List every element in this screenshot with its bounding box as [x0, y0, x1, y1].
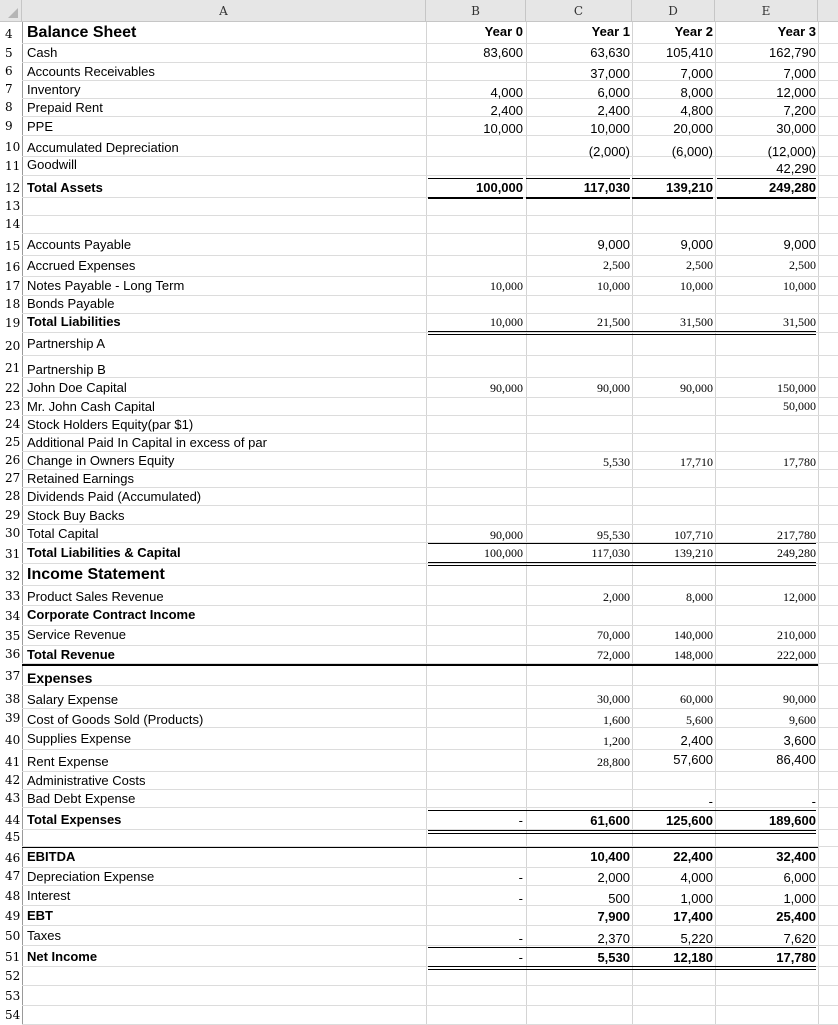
cell-value[interactable]: 90,000 — [597, 381, 630, 395]
cell-value[interactable]: 7,900 — [597, 909, 630, 924]
cell-value[interactable]: 90,000 — [680, 381, 713, 395]
row-label[interactable]: Inventory — [27, 82, 81, 97]
row-number[interactable]: 32 — [5, 569, 21, 583]
row-label[interactable]: Service Revenue — [27, 627, 126, 642]
double-underline — [428, 331, 816, 332]
gridline-h — [22, 295, 838, 296]
row-label[interactable]: Bad Debt Expense — [27, 791, 136, 806]
cell-value[interactable]: 61,600 — [590, 813, 630, 828]
cell-value[interactable]: 2,500 — [789, 258, 816, 272]
row-label[interactable]: Total Capital — [27, 526, 99, 541]
row-number[interactable]: 39 — [5, 711, 21, 725]
cell-value[interactable]: 6,000 — [783, 870, 816, 885]
row-label[interactable]: Rent Expense — [27, 754, 109, 769]
cell-value[interactable]: 9,000 — [783, 237, 816, 252]
row-number[interactable]: 22 — [5, 381, 21, 395]
expenses-title[interactable]: Expenses — [27, 670, 93, 686]
cell-value[interactable]: 20,000 — [673, 121, 713, 136]
row-number[interactable]: 33 — [5, 589, 21, 603]
row-number[interactable]: 34 — [5, 609, 21, 623]
row-number[interactable]: 44 — [5, 813, 21, 827]
cell-value[interactable]: (12,000) — [767, 144, 816, 159]
row-number[interactable]: 9 — [5, 119, 13, 133]
row-number[interactable]: 28 — [5, 489, 21, 503]
cell-value[interactable]: 4,800 — [680, 103, 713, 118]
ebitda-label[interactable]: EBITDA — [27, 849, 76, 864]
row-number[interactable]: 24 — [5, 417, 21, 431]
gridline-h — [22, 585, 838, 586]
double-underline — [632, 197, 713, 199]
cell-value[interactable]: - — [518, 870, 523, 885]
cell-value[interactable]: 2,400 — [490, 103, 523, 118]
gridline-h — [22, 487, 838, 488]
cell-value[interactable]: 12,180 — [673, 950, 713, 965]
cell-value[interactable]: 100,000 — [476, 180, 523, 195]
row-label[interactable]: Dividends Paid (Accumulated) — [27, 489, 202, 504]
gridline-h — [22, 645, 838, 646]
cell-value[interactable]: (6,000) — [671, 144, 713, 159]
underline — [428, 543, 816, 544]
row-number[interactable]: 47 — [5, 869, 21, 883]
gridline-h — [22, 1005, 838, 1006]
cell-value[interactable]: 42,290 — [776, 161, 816, 176]
underline — [428, 810, 816, 811]
cell-value[interactable]: 8,000 — [680, 85, 713, 100]
row-number[interactable]: 19 — [5, 316, 21, 330]
gridline-h — [22, 355, 838, 356]
row-number[interactable]: 38 — [5, 692, 21, 706]
total-liabilities-capital-label[interactable]: Total Liabilities & Capital — [27, 545, 181, 560]
cell-value[interactable]: 30,000 — [597, 692, 630, 706]
cell-value[interactable]: 10,000 — [597, 279, 630, 293]
row-number[interactable]: 29 — [5, 508, 21, 522]
row-label[interactable]: Retained Earnings — [27, 471, 134, 486]
row-label[interactable]: Accounts Receivables — [27, 64, 155, 79]
cell-value[interactable]: 162,790 — [769, 45, 816, 60]
row-number[interactable]: 43 — [5, 791, 21, 805]
gridline-h — [22, 433, 838, 434]
column-header-b[interactable]: B — [426, 0, 526, 22]
row-label[interactable]: Accrued Expenses — [27, 258, 136, 273]
row-label[interactable]: Notes Payable - Long Term — [27, 278, 185, 293]
gridline-h — [22, 925, 838, 926]
gridline-h — [22, 749, 838, 750]
column-header-d[interactable]: D — [632, 0, 715, 22]
column-header-e[interactable]: E — [715, 0, 818, 22]
cell-value[interactable]: 72,000 — [597, 648, 630, 662]
year-3-header[interactable]: Year 3 — [777, 24, 816, 39]
gridline-h — [22, 807, 838, 808]
gridline-v — [426, 22, 427, 1024]
cell-value[interactable]: 222,000 — [777, 648, 816, 662]
row-label[interactable]: Administrative Costs — [27, 773, 146, 788]
row-number[interactable]: 4 — [5, 27, 13, 41]
cell-value[interactable]: 249,280 — [777, 546, 816, 560]
cell-value[interactable]: 500 — [608, 891, 630, 906]
cell-value[interactable]: 249,280 — [769, 180, 816, 195]
double-underline — [428, 969, 816, 970]
total-revenue-label[interactable]: Total Revenue — [27, 647, 115, 662]
row-number[interactable]: 48 — [5, 889, 21, 903]
row-number[interactable]: 15 — [5, 239, 21, 253]
cell-value[interactable]: 12,000 — [776, 85, 816, 100]
gridline-h — [22, 789, 838, 790]
gridline-h — [22, 727, 838, 728]
gridline-h — [22, 605, 838, 606]
cell-value[interactable]: 5,220 — [680, 931, 713, 946]
column-header-c[interactable]: C — [526, 0, 632, 22]
row-number[interactable]: 8 — [5, 100, 13, 114]
underline — [428, 947, 816, 948]
cell-value[interactable]: 2,500 — [603, 258, 630, 272]
cell-value[interactable]: 2,400 — [597, 103, 630, 118]
double-underline — [428, 830, 816, 831]
row-label[interactable]: PPE — [27, 119, 54, 134]
cell-value[interactable]: 7,620 — [783, 931, 816, 946]
row-number[interactable]: 54 — [5, 1008, 21, 1022]
cell-value[interactable]: 148,000 — [674, 648, 713, 662]
cell-value[interactable]: 7,000 — [680, 66, 713, 81]
gridline-h — [22, 215, 838, 216]
column-header-a[interactable]: A — [22, 0, 426, 22]
cell-value[interactable]: 2,000 — [603, 590, 630, 604]
income-statement-title[interactable]: Income Statement — [27, 566, 165, 583]
cell-value[interactable]: 189,600 — [769, 813, 816, 828]
cell-value[interactable]: 17,710 — [680, 455, 713, 469]
row-number[interactable]: 31 — [5, 547, 21, 561]
cell-value[interactable]: 90,000 — [490, 528, 523, 542]
cell-value[interactable]: 2,000 — [597, 870, 630, 885]
cell-value[interactable]: 125,600 — [666, 813, 713, 828]
cell-value[interactable]: 83,600 — [483, 45, 523, 60]
gridline-v — [715, 22, 716, 1024]
cell-value[interactable]: 22,400 — [673, 849, 713, 864]
row-number[interactable]: 51 — [5, 950, 21, 964]
gridline-h — [22, 276, 838, 277]
cell-value[interactable]: - — [811, 794, 816, 809]
cell-value[interactable]: 9,000 — [680, 237, 713, 252]
row-number[interactable]: 42 — [5, 773, 21, 787]
row-label[interactable]: Stock Buy Backs — [27, 508, 125, 523]
cell-value[interactable]: - — [708, 794, 713, 809]
gridline-h — [22, 563, 838, 564]
row-label[interactable]: Accounts Payable — [27, 237, 132, 252]
row-number[interactable]: 53 — [5, 989, 21, 1003]
cell-value[interactable]: (2,000) — [588, 144, 630, 159]
gridline-h — [22, 80, 838, 81]
row-number[interactable]: 46 — [5, 851, 21, 865]
double-underline — [526, 197, 630, 199]
cell-value[interactable]: 21,500 — [597, 315, 630, 329]
gridline-h — [22, 867, 838, 868]
cell-value[interactable]: - — [518, 950, 523, 965]
total-liabilities-label[interactable]: Total Liabilities — [27, 314, 121, 329]
total-expenses-label[interactable]: Total Expenses — [27, 812, 122, 827]
row-number[interactable]: 35 — [5, 629, 21, 643]
select-all-corner[interactable] — [0, 0, 22, 22]
cell-value[interactable]: 1,000 — [783, 891, 816, 906]
section-divider — [22, 664, 818, 666]
cell-value[interactable]: 105,410 — [666, 45, 713, 60]
cell-value[interactable]: - — [518, 813, 523, 828]
row-label[interactable]: Stock Holders Equity(par $1) — [27, 417, 194, 432]
row-number[interactable]: 23 — [5, 399, 21, 413]
row-number[interactable]: 30 — [5, 526, 21, 540]
cell-value[interactable]: 37,000 — [590, 66, 630, 81]
row-label[interactable]: Change in Owners Equity — [27, 453, 175, 468]
net-income-label[interactable]: Net Income — [27, 949, 98, 964]
cell-value[interactable]: 100,000 — [484, 546, 523, 560]
row-number[interactable]: 13 — [5, 199, 21, 213]
row-number[interactable]: 17 — [5, 279, 21, 293]
cell-value[interactable]: 7,200 — [783, 103, 816, 118]
row-label[interactable]: John Doe Capital — [27, 380, 127, 395]
cell-value[interactable]: 2,500 — [686, 258, 713, 272]
row-label[interactable]: Salary Expense — [27, 692, 119, 707]
cell-value[interactable]: 17,400 — [673, 909, 713, 924]
cell-value[interactable]: 210,000 — [777, 628, 816, 642]
row-number[interactable]: 27 — [5, 471, 21, 485]
cell-value[interactable]: 2,370 — [597, 931, 630, 946]
gridline-h — [22, 175, 838, 176]
cell-value[interactable]: 150,000 — [777, 381, 816, 395]
cell-value[interactable]: 217,780 — [777, 528, 816, 542]
gridline-h — [22, 885, 838, 886]
year-2-header[interactable]: Year 2 — [674, 24, 713, 39]
row-number[interactable]: 37 — [5, 669, 21, 683]
row-label[interactable]: Goodwill — [27, 157, 77, 172]
gridline-h — [22, 377, 838, 378]
row-number[interactable]: 14 — [5, 217, 21, 231]
cell-value[interactable]: 50,000 — [783, 399, 816, 413]
row-number[interactable]: 36 — [5, 647, 21, 661]
gridline-h — [22, 313, 838, 314]
cell-value[interactable]: 6,000 — [597, 85, 630, 100]
row-number[interactable]: 50 — [5, 929, 21, 943]
gridline-h — [22, 625, 838, 626]
row-number[interactable]: 7 — [5, 82, 13, 96]
row-number[interactable]: 52 — [5, 969, 21, 983]
row-number[interactable]: 40 — [5, 733, 21, 747]
gridline-h — [22, 505, 838, 506]
gridline-h — [22, 43, 838, 44]
gridline-h — [22, 708, 838, 709]
row-number[interactable]: 45 — [5, 830, 21, 844]
row-label[interactable]: Product Sales Revenue — [27, 589, 164, 604]
cell-value[interactable]: 10,000 — [590, 121, 630, 136]
row-label[interactable]: Accumulated Depreciation — [27, 140, 179, 155]
gridline-h — [22, 469, 838, 470]
cell-value[interactable]: 4,000 — [680, 870, 713, 885]
column-header-blank — [818, 0, 838, 22]
balance-sheet-title[interactable]: Balance Sheet — [27, 24, 137, 41]
row-label[interactable]: Cash — [27, 45, 58, 60]
cell-value[interactable]: 57,600 — [673, 752, 713, 767]
cell-value[interactable]: 4,000 — [490, 85, 523, 100]
cell-value[interactable]: 139,210 — [666, 180, 713, 195]
row-number[interactable]: 21 — [5, 361, 21, 375]
row-number[interactable]: 20 — [5, 339, 21, 353]
row-number[interactable]: 49 — [5, 909, 21, 923]
cell-value[interactable]: 1,600 — [603, 713, 630, 727]
row-label[interactable]: Partnership A — [27, 336, 106, 351]
cell-value[interactable]: 5,600 — [686, 713, 713, 727]
cell-value[interactable]: - — [518, 891, 523, 906]
double-underline — [428, 197, 523, 199]
cell-value[interactable]: 90,000 — [490, 381, 523, 395]
depreciation-label[interactable]: Depreciation Expense — [27, 869, 155, 884]
cell-value[interactable]: 5,530 — [603, 455, 630, 469]
cell-value[interactable]: 63,630 — [590, 45, 630, 60]
cell-value[interactable]: 95,530 — [597, 528, 630, 542]
row-number[interactable]: 25 — [5, 435, 21, 449]
gridline-h — [22, 685, 838, 686]
cell-value[interactable]: 9,600 — [789, 713, 816, 727]
year-0-header[interactable]: Year 0 — [484, 24, 523, 39]
row-number[interactable]: 6 — [5, 64, 13, 78]
row-label[interactable]: Additional Paid In Capital in excess of par — [27, 435, 267, 450]
cell-value[interactable]: 10,000 — [783, 279, 816, 293]
cell-value[interactable]: 117,030 — [583, 180, 630, 195]
double-underline — [428, 562, 816, 563]
cell-value[interactable]: 2,400 — [680, 733, 713, 748]
row-label[interactable]: Supplies Expense — [27, 731, 132, 746]
cell-value[interactable]: 10,000 — [490, 315, 523, 329]
double-underline — [717, 197, 816, 199]
row-label[interactable]: Mr. John Cash Capital — [27, 399, 155, 414]
cell-value[interactable]: 1,200 — [603, 734, 630, 748]
cell-value[interactable]: 140,000 — [674, 628, 713, 642]
row-number[interactable]: 11 — [5, 159, 21, 173]
row-number[interactable]: 12 — [5, 181, 21, 195]
row-label[interactable]: Partnership B — [27, 362, 106, 377]
cell-value[interactable]: 8,000 — [686, 590, 713, 604]
double-underline — [428, 966, 816, 967]
taxes-label[interactable]: Taxes — [27, 928, 61, 943]
interest-label[interactable]: Interest — [27, 888, 71, 903]
year-1-header[interactable]: Year 1 — [591, 24, 630, 39]
gridline-h — [22, 451, 838, 452]
select-all-triangle-icon — [8, 8, 18, 18]
underline — [717, 178, 816, 179]
double-underline — [428, 565, 816, 566]
gridline-h — [22, 771, 838, 772]
cell-value[interactable]: 139,210 — [674, 546, 713, 560]
row-label[interactable]: Corporate Contract Income — [27, 607, 196, 622]
cell-value[interactable]: 10,000 — [680, 279, 713, 293]
total-assets-label[interactable]: Total Assets — [27, 180, 103, 195]
cell-value[interactable]: 31,500 — [680, 315, 713, 329]
row-number[interactable]: 41 — [5, 755, 21, 769]
gridline-h — [22, 156, 838, 157]
underline — [526, 178, 630, 179]
underline — [428, 178, 523, 179]
cell-value[interactable]: 10,400 — [590, 849, 630, 864]
gridline-h — [22, 524, 838, 525]
cell-value[interactable]: 31,500 — [783, 315, 816, 329]
cell-value[interactable]: 17,780 — [783, 455, 816, 469]
cell-value[interactable]: 7,000 — [783, 66, 816, 81]
cell-value[interactable]: 12,000 — [783, 590, 816, 604]
cell-value[interactable]: 90,000 — [783, 692, 816, 706]
cell-value[interactable]: 9,000 — [597, 237, 630, 252]
cell-value[interactable]: 107,710 — [674, 528, 713, 542]
gridline-h — [22, 397, 838, 398]
row-number[interactable]: 26 — [5, 453, 21, 467]
gridline-v — [818, 22, 819, 1024]
row-label[interactable]: Bonds Payable — [27, 296, 115, 311]
cell-value[interactable]: 30,000 — [776, 121, 816, 136]
double-underline — [428, 833, 816, 834]
row-number[interactable]: 10 — [5, 140, 21, 154]
underline — [632, 178, 713, 179]
cell-value[interactable]: 5,530 — [597, 950, 630, 965]
gridline-h — [22, 332, 838, 333]
cell-value[interactable]: 60,000 — [680, 692, 713, 706]
gridline-h — [22, 985, 838, 986]
section-divider — [22, 847, 818, 848]
cell-value[interactable]: 25,400 — [776, 909, 816, 924]
gridline-h — [22, 62, 838, 63]
cell-value[interactable]: 32,400 — [776, 849, 816, 864]
double-underline — [428, 334, 816, 335]
gridline-h — [22, 255, 838, 256]
cell-value[interactable]: 10,000 — [483, 121, 523, 136]
gridline-h — [22, 415, 838, 416]
cell-value[interactable]: 117,030 — [591, 546, 630, 560]
cell-value[interactable]: 10,000 — [490, 279, 523, 293]
gridline-h — [22, 233, 838, 234]
row-number[interactable]: 16 — [5, 260, 21, 274]
cell-value[interactable]: 86,400 — [776, 752, 816, 767]
cell-value[interactable]: - — [518, 931, 523, 946]
row-number[interactable]: 5 — [5, 46, 13, 60]
row-label[interactable]: Prepaid Rent — [27, 100, 103, 115]
gridline-v — [22, 22, 23, 1024]
row-label[interactable]: Cost of Goods Sold (Products) — [27, 712, 204, 727]
cell-value[interactable]: 3,600 — [783, 733, 816, 748]
cell-value[interactable]: 28,800 — [597, 755, 630, 769]
cell-value[interactable]: 17,780 — [776, 950, 816, 965]
row-number[interactable]: 18 — [5, 297, 21, 311]
ebt-label[interactable]: EBT — [27, 908, 53, 923]
cell-value[interactable]: 70,000 — [597, 628, 630, 642]
cell-value[interactable]: 1,000 — [680, 891, 713, 906]
